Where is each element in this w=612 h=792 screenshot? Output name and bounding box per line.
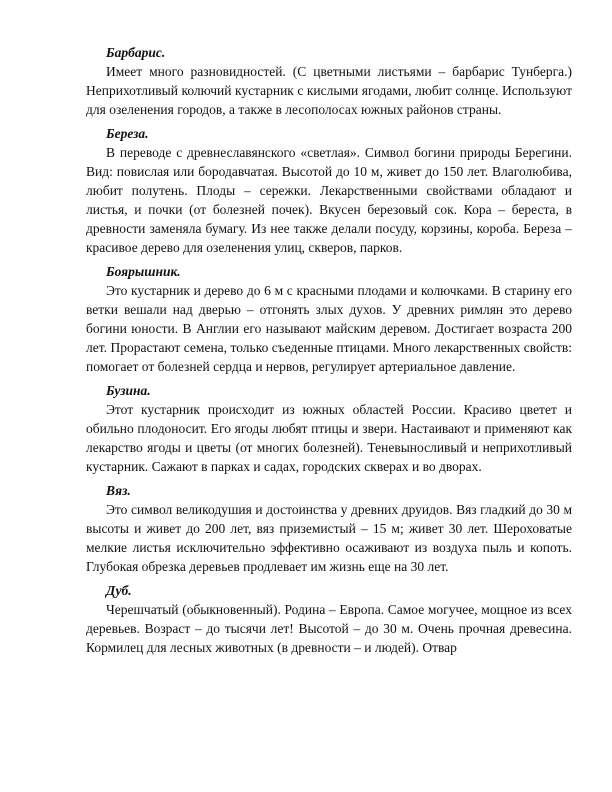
entry-title: Бузина. — [106, 383, 151, 398]
entry-title: Барбарис. — [106, 45, 166, 60]
entry-elm — [86, 482, 572, 576]
entry-text: В переводе с древнеславянского «светлая». Символ богини природы Берегини. Вид: повислая или бородавчатая. Высотой до 10 м, живет до 150 лет. Влаголюбива, любит полутень. Плоды – сережки. Лекарственными свойствами обладают и листья, и почки (от болезней почек). Вкусен березовый сок. Кора – береста, в древности заменяла бумагу. Из нее также делали посуду, корзины, короба. Береза – красивое дерево для озеленения улиц, скверов, парков. — [86, 145, 572, 255]
entry-title: Вяз. — [106, 483, 131, 498]
entry-text: Имеет много разновидностей. (С цветными листьями – барбарис Тунберга.) Неприхотливый колючий кустарник с кислыми ягодами, любит солнце. Используют для озеленения городов, а также в лесополосах южных районов страны. — [86, 64, 572, 117]
entry-birch — [86, 125, 572, 257]
entry-text: Черешчатый (обыкновенный). Родина – Европа. Самое могучее, мощное из всех деревьев. Возраст – до тысячи лет! Высотой – до 30 м. Очень прочная древесина. Кормилец для лесных животных (в древности – и людей). Отвар — [86, 602, 572, 655]
entry-hawthorn — [86, 263, 572, 376]
entry-text: Это символ великодушия и достоинства у древних друидов. Вяз гладкий до 30 м высоты и живет до 200 лет, вяз приземистый – 15 м; живет 30 лет. Шероховатые мелкие листья исключительно эффективно осаживают из воздуха пыль и копоть. Глубокая обрезка деревьев продлевает им жизнь еще на 30 лет. — [86, 502, 572, 574]
entry-elder — [86, 382, 572, 476]
entry-title: Береза. — [106, 126, 149, 141]
entry-title: Дуб. — [106, 583, 132, 598]
entry-text: Это кустарник и дерево до 6 м с красными плодами и колючками. В старину его ветки вешали над дверью – отгонять злых духов. У древних римлян это дерево богини юности. В Англии его называют майским деревом. Достигает возраста 200 лет. Прорастают семена, только съеденные птицами. Много лекарственных свойств: помогает от болезней сердца и нервов, регулирует артериальное давление. — [86, 283, 572, 374]
entry-text: Этот кустарник происходит из южных областей России. Красиво цветет и обильно плодоносит. Его ягоды любят птицы и звери. Настаивают и применяют как лекарство ягоды и цветы (от многих болезней). Теневыносливый и неприхотливый кустарник. Сажают в парках и садах, городских скверах и во дворах. — [86, 402, 572, 474]
entry-title: Боярышник. — [106, 264, 181, 279]
entry-oak — [86, 582, 572, 657]
entry-barberry — [86, 44, 572, 119]
document-body — [86, 44, 572, 663]
